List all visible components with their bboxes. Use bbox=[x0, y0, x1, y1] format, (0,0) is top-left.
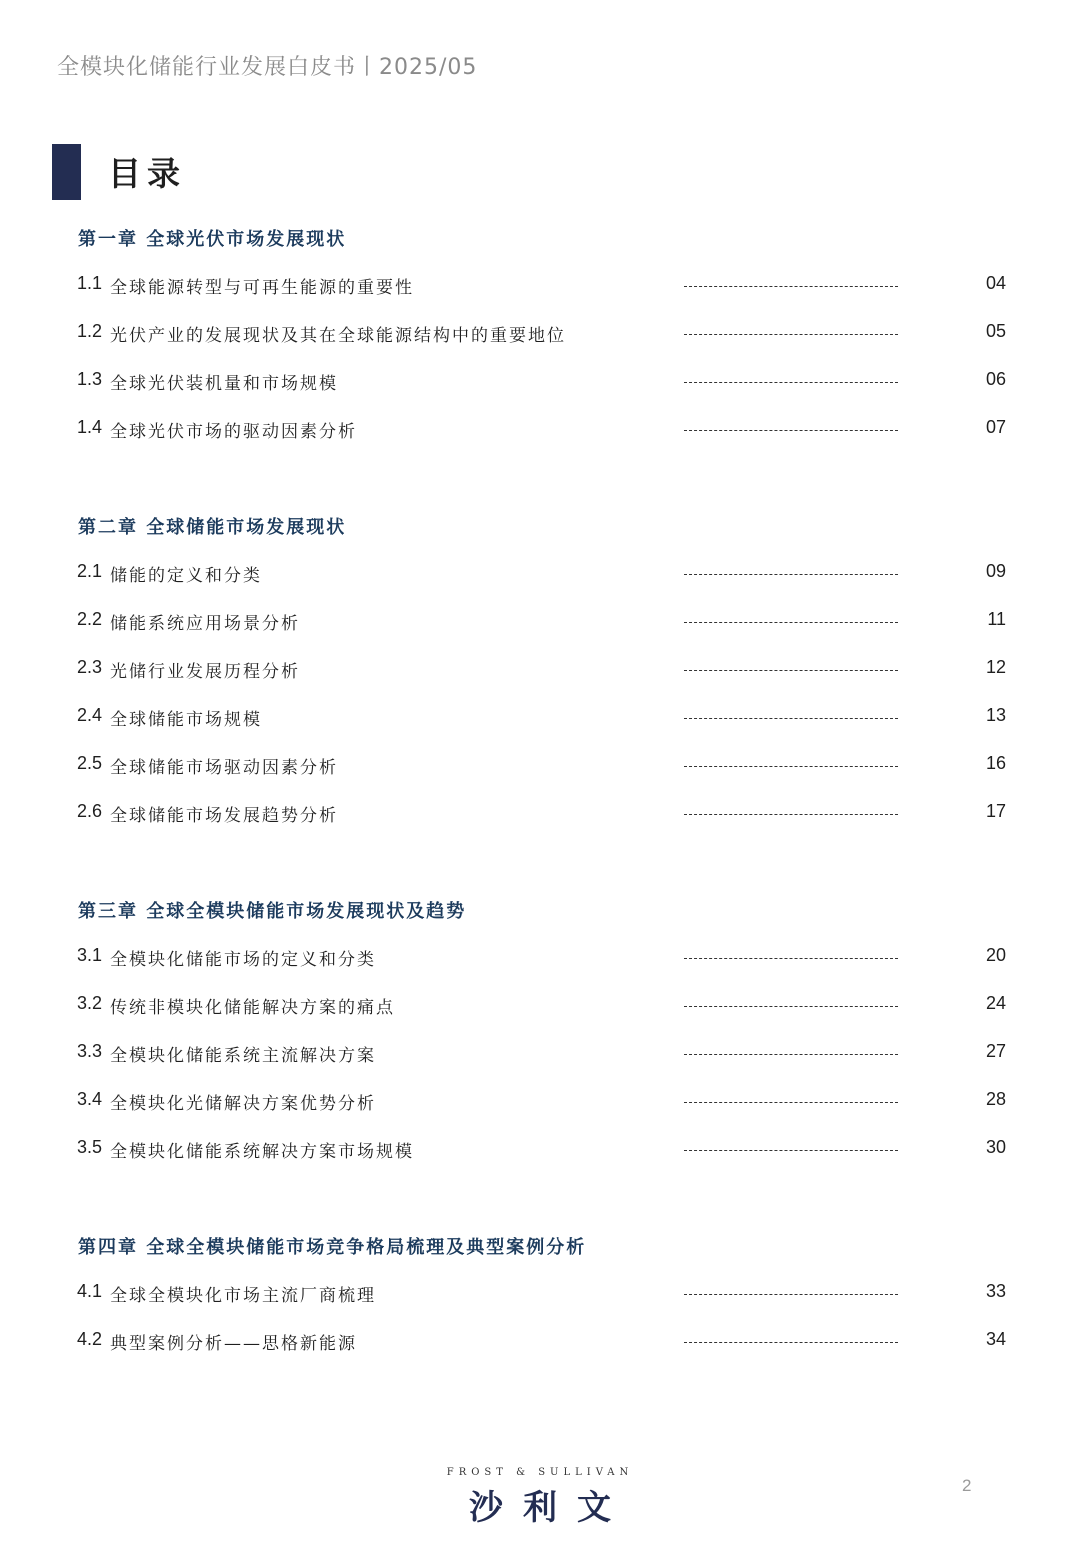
toc-entry[interactable] bbox=[0, 1281, 1080, 1311]
toc-entry-title: 全模块化储能系统解决方案市场规模 bbox=[110, 1142, 414, 1162]
toc-leader-line bbox=[684, 1102, 898, 1103]
toc-entry[interactable] bbox=[0, 273, 1080, 303]
toc-entry-number: 4.1 bbox=[77, 1281, 103, 1301]
toc-leader-line bbox=[684, 286, 898, 287]
toc-entry-number: 1.1 bbox=[77, 273, 103, 293]
chapter-heading[interactable]: 第三章 全球全模块储能市场发展现状及趋势 bbox=[78, 901, 467, 922]
toc-entry-number: 4.2 bbox=[77, 1329, 103, 1349]
toc-leader-line bbox=[684, 334, 898, 335]
toc-entry-page: 05 bbox=[985, 321, 1006, 341]
toc-entry[interactable] bbox=[0, 705, 1080, 735]
toc-leader-line bbox=[684, 766, 898, 767]
toc-entry-number: 2.5 bbox=[77, 753, 103, 773]
toc-entry-page: 17 bbox=[985, 801, 1006, 821]
toc-entry[interactable] bbox=[0, 417, 1080, 447]
toc-entry-title: 典型案例分析——思格新能源 bbox=[110, 1334, 357, 1354]
toc-entry-page: 33 bbox=[985, 1281, 1006, 1301]
toc-entry-title: 全模块化储能系统主流解决方案 bbox=[110, 1046, 376, 1066]
toc-entry-title: 储能系统应用场景分析 bbox=[110, 614, 300, 634]
toc-leader-line bbox=[684, 814, 898, 815]
toc-entry[interactable] bbox=[0, 321, 1080, 351]
toc-entry-page: 20 bbox=[985, 945, 1006, 965]
logo-english-text: FROST & SULLIVAN bbox=[446, 1467, 634, 1478]
toc-entry[interactable] bbox=[0, 1089, 1080, 1119]
logo-chinese-text: 沙利文 bbox=[469, 1488, 631, 1528]
toc-entry-title: 全模块化储能市场的定义和分类 bbox=[110, 950, 376, 970]
toc-entry-title: 全球储能市场发展趋势分析 bbox=[110, 806, 338, 826]
toc-entry-page: 12 bbox=[985, 657, 1006, 677]
toc-entry-title: 光伏产业的发展现状及其在全球能源结构中的重要地位 bbox=[110, 326, 566, 346]
toc-entry[interactable] bbox=[0, 945, 1080, 975]
document-header: 全模块化储能行业发展白皮书丨2025/05 bbox=[57, 55, 478, 80]
toc-entry[interactable] bbox=[0, 561, 1080, 591]
page-number: 2 bbox=[962, 1476, 972, 1495]
toc-leader-line bbox=[684, 1294, 898, 1295]
toc-entry-number: 3.5 bbox=[77, 1137, 103, 1157]
toc-leader-line bbox=[684, 382, 898, 383]
toc-entry[interactable] bbox=[0, 369, 1080, 399]
toc-leader-line bbox=[684, 622, 898, 623]
toc-entry-number: 2.1 bbox=[77, 561, 103, 581]
toc-entry[interactable] bbox=[0, 1329, 1080, 1359]
toc-entry-title: 全球全模块化市场主流厂商梳理 bbox=[110, 1286, 376, 1306]
toc-entry-title: 传统非模块化储能解决方案的痛点 bbox=[110, 998, 395, 1018]
toc-entry-title: 全模块化光储解决方案优势分析 bbox=[110, 1094, 376, 1114]
toc-entry-page: 07 bbox=[985, 417, 1006, 437]
toc-entry[interactable] bbox=[0, 993, 1080, 1023]
toc-entry-number: 2.3 bbox=[77, 657, 103, 677]
toc-entry[interactable] bbox=[0, 1137, 1080, 1167]
toc-entry-number: 1.3 bbox=[77, 369, 103, 389]
toc-entry-page: 34 bbox=[985, 1329, 1006, 1349]
toc-entry[interactable] bbox=[0, 609, 1080, 639]
frost-sullivan-logo bbox=[430, 1467, 650, 1527]
toc-entry-number: 3.3 bbox=[77, 1041, 103, 1061]
toc-leader-line bbox=[684, 1150, 898, 1151]
toc-entry[interactable] bbox=[0, 1041, 1080, 1071]
toc-entry-number: 2.6 bbox=[77, 801, 103, 821]
chapter-heading[interactable]: 第四章 全球全模块储能市场竞争格局梳理及典型案例分析 bbox=[78, 1237, 587, 1258]
toc-entry-page: 16 bbox=[985, 753, 1006, 773]
toc-leader-line bbox=[684, 574, 898, 575]
toc-entry-page: 11 bbox=[987, 609, 1006, 629]
toc-entry-title: 全球光伏装机量和市场规模 bbox=[110, 374, 338, 394]
toc-entry[interactable] bbox=[0, 657, 1080, 687]
toc-leader-line bbox=[684, 1054, 898, 1055]
toc-entry-title: 光储行业发展历程分析 bbox=[110, 662, 300, 682]
toc-entry-page: 30 bbox=[985, 1137, 1006, 1157]
toc-entry-title: 全球储能市场驱动因素分析 bbox=[110, 758, 338, 778]
toc-leader-line bbox=[684, 430, 898, 431]
toc-leader-line bbox=[684, 958, 898, 959]
toc-entry-number: 3.1 bbox=[77, 945, 103, 965]
toc-entry-number: 2.2 bbox=[77, 609, 103, 629]
chapter-heading[interactable]: 第二章 全球储能市场发展现状 bbox=[78, 517, 347, 538]
toc-leader-line bbox=[684, 718, 898, 719]
toc-entry-number: 1.2 bbox=[77, 321, 103, 341]
toc-entry-page: 28 bbox=[985, 1089, 1006, 1109]
toc-entry-number: 3.2 bbox=[77, 993, 103, 1013]
toc-leader-line bbox=[684, 1342, 898, 1343]
toc-entry-title: 全球储能市场规模 bbox=[110, 710, 262, 730]
chapter-heading[interactable]: 第一章 全球光伏市场发展现状 bbox=[78, 229, 347, 250]
toc-leader-line bbox=[684, 1006, 898, 1007]
toc-entry-page: 04 bbox=[985, 273, 1006, 293]
toc-entry[interactable] bbox=[0, 753, 1080, 783]
toc-entry-title: 储能的定义和分类 bbox=[110, 566, 262, 586]
toc-entry-title: 全球能源转型与可再生能源的重要性 bbox=[110, 278, 414, 298]
page-title: 目录 bbox=[108, 154, 186, 193]
toc-entry-page: 24 bbox=[985, 993, 1006, 1013]
toc-entry[interactable] bbox=[0, 801, 1080, 831]
toc-entry-page: 06 bbox=[985, 369, 1006, 389]
toc-leader-line bbox=[684, 670, 898, 671]
toc-entry-number: 2.4 bbox=[77, 705, 103, 725]
toc-entry-title: 全球光伏市场的驱动因素分析 bbox=[110, 422, 357, 442]
toc-entry-page: 13 bbox=[985, 705, 1006, 725]
toc-entry-number: 1.4 bbox=[77, 417, 103, 437]
toc-entry-page: 27 bbox=[985, 1041, 1006, 1061]
toc-entry-number: 3.4 bbox=[77, 1089, 103, 1109]
toc-entry-page: 09 bbox=[985, 561, 1006, 581]
